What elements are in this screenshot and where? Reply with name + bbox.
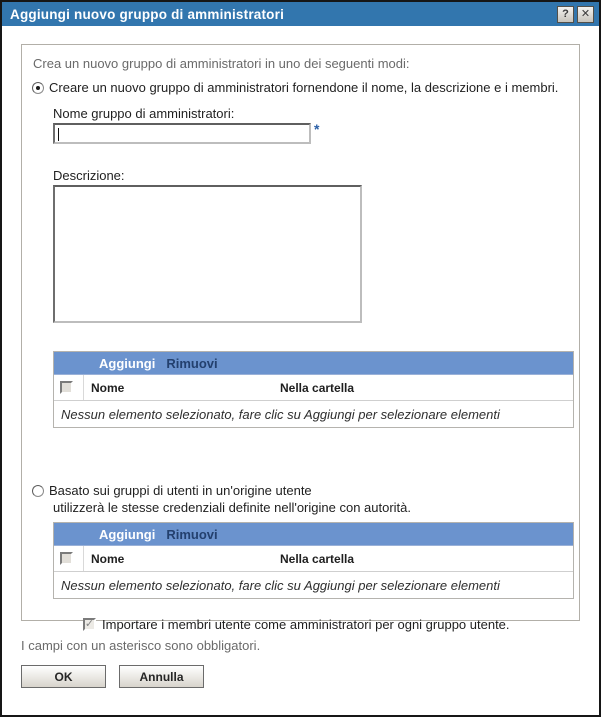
radio-create-group-label: Creare un nuovo gruppo di amministratori fornendone il nome, la descrizione e i membri.	[49, 80, 559, 95]
column-header-nome: Nome	[91, 380, 125, 395]
user-source-sublabel: utilizzerà le stesse credenziali definite nell'origine con autorità.	[53, 500, 412, 515]
radio-user-source-label: Basato sui gruppi di utenti in un'origine utente	[49, 483, 312, 498]
remove-link[interactable]: Rimuovi	[166, 355, 218, 371]
user-groups-table-header-row	[54, 546, 573, 572]
dialog-content	[2, 26, 599, 688]
ok-button[interactable]: OK	[21, 665, 106, 688]
group-name-label: Nome gruppo di amministratori:	[53, 106, 235, 121]
user-groups-table	[53, 522, 574, 599]
user-source-section	[53, 522, 579, 632]
column-header-nome: Nome	[91, 551, 125, 566]
members-table-header-row	[54, 375, 573, 401]
select-all-cell	[54, 375, 84, 400]
import-members-label: Importare i membri utente come amministratori per ogni gruppo utente.	[102, 617, 510, 632]
radio-row-user-source[interactable]	[32, 483, 579, 498]
members-table-toolbar	[54, 352, 573, 375]
group-name-input[interactable]	[53, 123, 311, 144]
required-asterisk: *	[314, 121, 320, 137]
select-all-checkbox[interactable]	[60, 381, 73, 394]
column-header-nella-cartella: Nella cartella	[280, 380, 355, 395]
radio-create-group[interactable]	[32, 82, 44, 94]
help-icon[interactable]: ?	[557, 6, 574, 23]
intro-text: Crea un nuovo gruppo di amministratori in uno dei seguenti modi:	[33, 56, 410, 71]
user-groups-table-empty-message: Nessun elemento selezionato, fare clic su Aggiungi per selezionare elementi	[61, 577, 500, 593]
text-caret	[58, 128, 59, 141]
members-table	[53, 351, 574, 428]
radio-row-create-group[interactable]	[32, 80, 579, 95]
import-members-row[interactable]	[83, 617, 579, 632]
remove-link[interactable]: Rimuovi	[166, 526, 218, 542]
create-group-section	[53, 106, 579, 428]
options-groupbox	[21, 44, 580, 632]
members-table-empty-message: Nessun elemento selezionato, fare clic su Aggiungi per selezionare elementi	[61, 406, 500, 422]
radio-user-source[interactable]	[32, 485, 44, 497]
select-all-checkbox[interactable]	[60, 552, 73, 565]
dialog-title: Aggiungi nuovo gruppo di amministratori	[10, 6, 285, 22]
add-link[interactable]: Aggiungi	[99, 526, 156, 542]
description-label: Descrizione:	[53, 168, 125, 183]
description-textarea[interactable]	[53, 185, 362, 323]
cancel-button[interactable]: Annulla	[119, 665, 204, 688]
close-icon[interactable]: ✕	[577, 6, 594, 23]
required-fields-note: I campi con un asterisco sono obbligatori.	[21, 638, 261, 653]
dialog-buttons	[21, 665, 599, 688]
import-members-checkbox[interactable]: ✓	[84, 618, 95, 630]
add-link[interactable]: Aggiungi	[99, 355, 156, 371]
user-groups-table-toolbar	[54, 523, 573, 546]
column-header-nella-cartella: Nella cartella	[280, 551, 355, 566]
select-all-cell	[54, 546, 84, 571]
title-bar	[2, 2, 599, 26]
